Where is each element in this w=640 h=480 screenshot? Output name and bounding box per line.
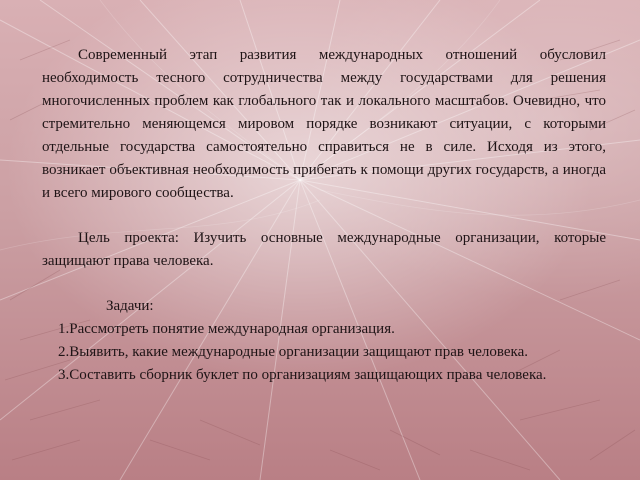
tasks-title: Задачи:	[106, 298, 154, 314]
slide-content	[42, 44, 606, 387]
tasks-list	[42, 318, 606, 387]
list-item: 3.Составить сборник буклет по организациям защищающих права человека.	[58, 367, 547, 383]
list-item: 2.Выявить, какие международные организации защищают прав человека.	[58, 344, 529, 360]
list-item: 1.Рассмотреть понятие международная организация.	[58, 321, 395, 337]
project-goal-paragraph: Цель проекта: Изучить основные международные организации, которые защищают права человека.	[42, 230, 606, 269]
intro-paragraph: Современный этап развития международных отношений обусловил необходимость тесного сотрудничества между государствами для решения многочисленных проблем как глобального так и локального масштабов. Очевидно, что стремительно меняющемся мировом порядке возникают ситуации, с которыми отдельные государства самостоятельно справиться не в силе. Исходя из этого, возникает объективная необходимость прибегать к помощи других государств, а иногда и всего мирового сообщества.	[42, 47, 606, 201]
